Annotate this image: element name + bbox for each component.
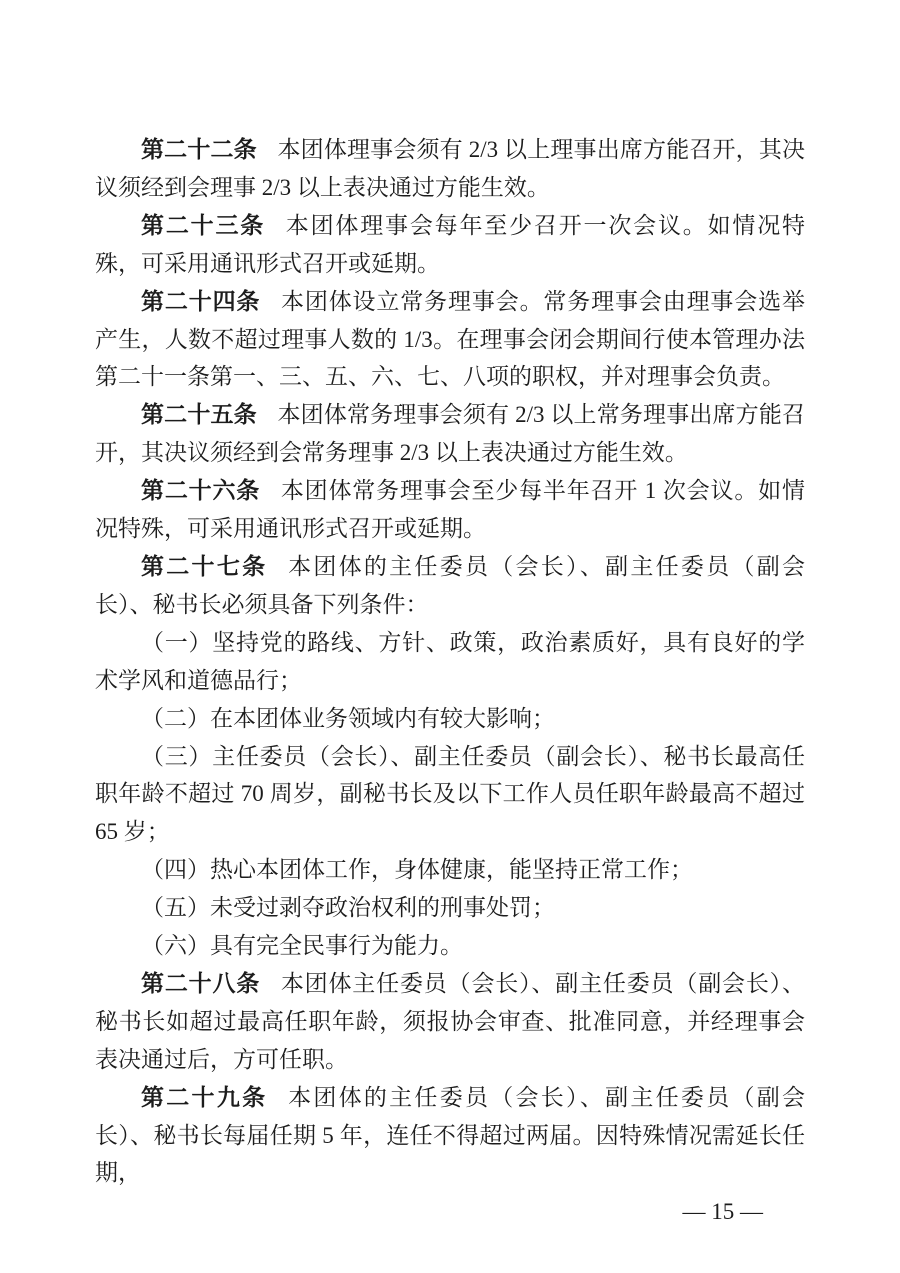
article-paragraph-26 (95, 472, 805, 548)
article-number-24: 第二十四条 (141, 288, 261, 314)
condition-item-6-text: （六）具有完全民事行为能力。 (141, 933, 463, 959)
condition-item-4-text: （四）热心本团体工作，身体健康，能坚持正常工作； (141, 857, 693, 883)
article-paragraph-27 (95, 548, 805, 624)
condition-item-3 (95, 738, 805, 852)
condition-item-3-text: （三）主任委员（会长）、副主任委员（副会长）、秘书长最高任职年龄不超过 70 周岁，副秘书长及以下工作人员任职年龄最高不超过 65 岁； (95, 743, 805, 845)
article-number-26: 第二十六条 (141, 478, 261, 504)
article-text-26: 本团体常务理事会至少每半年召开 1 次会议。如情况特殊，可采用通讯形式召开或延期。 (95, 478, 806, 542)
article-number-28: 第二十八条 (141, 970, 261, 996)
article-text-28: 本团体主任委员（会长）、副主任委员（副会长）、秘书长如超过最高任职年龄，须报协会审查、批准同意，并经理事会表决通过后，方可任职。 (95, 970, 806, 1072)
article-paragraph-23 (95, 207, 805, 283)
article-paragraph-22 (95, 131, 805, 207)
article-text-29: 本团体的主任委员（会长）、副主任委员（副会长）、秘书长每届任期 5 年，连任不得超过两届。因特殊情况需延长任期， (95, 1084, 806, 1186)
condition-item-5-text: （五）未受过剥夺政治权利的刑事处罚； (141, 895, 555, 921)
article-number-27: 第二十七条 (141, 553, 268, 579)
article-paragraph-28 (95, 965, 805, 1079)
article-number-22: 第二十二条 (141, 137, 257, 162)
article-number-25: 第二十五条 (141, 402, 257, 428)
condition-item-2-text: （二）在本团体业务领域内有较大影响； (141, 705, 555, 731)
condition-item-1 (95, 624, 805, 700)
article-text-23: 本团体理事会每年至少召开一次会议。如情况特殊，可采用通讯形式召开或延期。 (95, 212, 805, 276)
page-number: — 15 — (682, 1199, 763, 1225)
article-number-23: 第二十三条 (141, 212, 266, 238)
condition-item-2 (95, 700, 805, 738)
document-body (95, 131, 805, 1192)
article-text-27: 本团体的主任委员（会长）、副主任委员（副会长）、秘书长必须具备下列条件： (95, 553, 806, 617)
article-paragraph-24 (95, 283, 805, 397)
article-text-24: 本团体设立常务理事会。常务理事会由理事会选举产生，人数不超过理事人数的 1/3。在理事会闭会期间行使本管理办法第二十一条第一、三、五、六、七、八项的职权，并对理事会负责。 (95, 288, 806, 390)
condition-item-6 (95, 927, 805, 965)
article-text-22: 本团体理事会须有 2/3 以上理事出席方能召开，其决议须经到会理事 2/3 以上表决通过方能生效。 (95, 137, 806, 200)
article-number-29: 第二十九条 (141, 1084, 268, 1110)
condition-item-5 (95, 889, 805, 927)
article-text-25: 本团体常务理事会须有 2/3 以上常务理事出席方能召开，其决议须经到会常务理事 2/3 以上表决通过方能生效。 (95, 402, 806, 466)
condition-item-1-text: （一）坚持党的路线、方针、政策，政治素质好，具有良好的学术学风和道德品行； (95, 629, 805, 693)
article-paragraph-25 (95, 396, 805, 472)
article-paragraph-29 (95, 1079, 805, 1193)
condition-item-4 (95, 851, 805, 889)
